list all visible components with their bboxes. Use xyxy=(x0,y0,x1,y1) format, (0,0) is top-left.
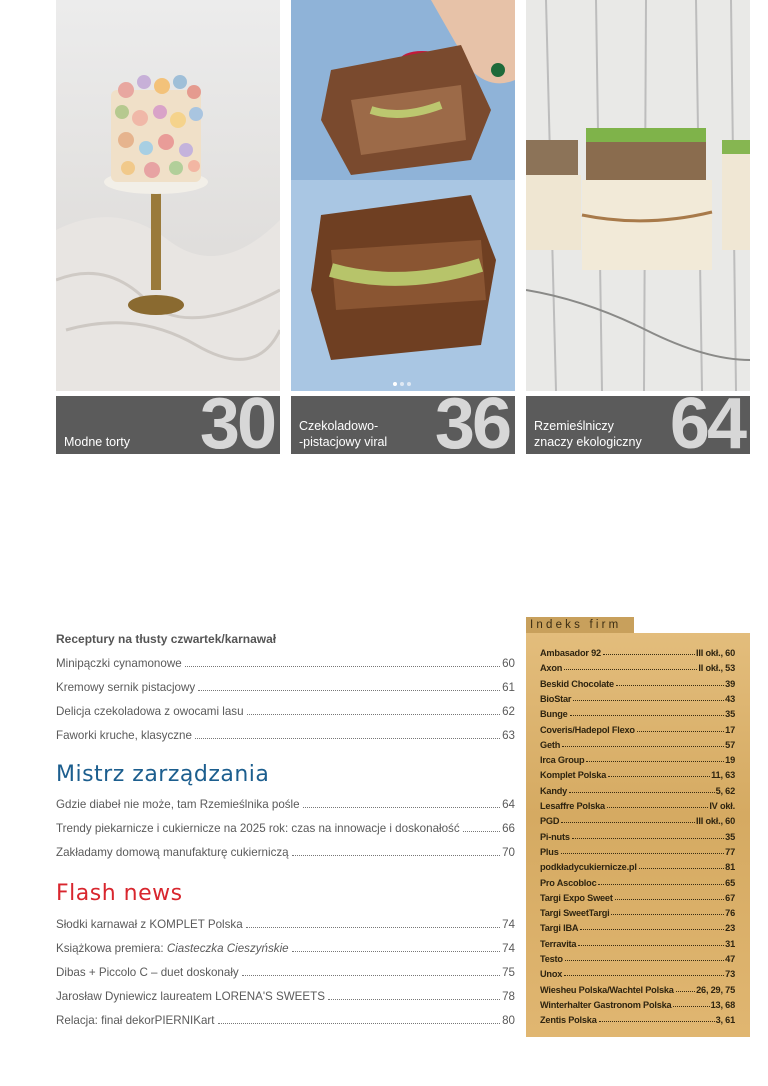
dot-leader xyxy=(599,1021,715,1022)
toc-entry-page: 63 xyxy=(502,729,515,742)
toc-entry-page: 62 xyxy=(502,705,515,718)
feature-band[interactable] xyxy=(526,396,750,454)
feature-caption: Czekoladowo- -pistacjowy viral xyxy=(299,419,388,449)
dot-leader xyxy=(616,685,724,686)
company-name: Axon xyxy=(540,663,563,674)
toc-entry[interactable] xyxy=(56,939,515,955)
company-index-entry[interactable] xyxy=(540,918,735,933)
dot-leader xyxy=(639,868,724,869)
company-name: Testo xyxy=(540,954,563,964)
dot-leader xyxy=(570,715,725,716)
company-name: Pi-nuts xyxy=(540,831,570,842)
company-name: Komplet Polska xyxy=(540,770,607,781)
company-name: Bunge xyxy=(540,709,568,720)
company-index-entry[interactable] xyxy=(540,689,735,704)
company-index-entry[interactable] xyxy=(540,995,735,1010)
toc-entry-page: 61 xyxy=(502,681,515,694)
sandwich-illustration xyxy=(526,0,750,391)
dot-leader xyxy=(562,746,724,747)
company-name: Beskid Chocolate xyxy=(540,678,614,689)
company-page: III okł., 60 xyxy=(696,816,735,827)
dot-leader xyxy=(578,945,724,946)
company-index-entry[interactable] xyxy=(540,704,735,719)
company-name: BioStar xyxy=(540,693,572,704)
toc-entry-title: Zakładamy domową manufakturę cukierniczą xyxy=(56,846,289,859)
company-index-entry[interactable] xyxy=(540,658,735,673)
toc-entry-title: Relacja: finał dekorPIERNIKart xyxy=(56,1014,215,1027)
company-name: PGD xyxy=(540,816,560,827)
dot-leader xyxy=(586,761,724,762)
company-index-entry[interactable] xyxy=(540,873,735,888)
feature-page-number: 36 xyxy=(434,396,509,454)
toc-entry-title: Kremowy sernik pistacjowy xyxy=(56,681,196,694)
company-index-entry[interactable] xyxy=(540,796,735,811)
toc-entry[interactable] xyxy=(56,915,515,931)
toc-entry[interactable] xyxy=(56,963,515,979)
company-page: II okł., 53 xyxy=(698,663,735,674)
toc-entry-page: 80 xyxy=(502,1014,515,1027)
cake-photo xyxy=(56,0,280,391)
toc-entry-title: Trendy piekarnicze i cukiernicze na 2025 rok: czas na innowacje i doskonałość xyxy=(56,822,460,835)
section-heading-management: Mistrz zarządzania xyxy=(56,762,270,787)
company-page: 81 xyxy=(725,862,735,873)
company-page: 13, 68 xyxy=(710,999,735,1010)
company-page: 35 xyxy=(725,831,735,842)
company-name: Unox xyxy=(540,969,563,980)
chocolate-illustration xyxy=(291,0,515,391)
dot-leader xyxy=(569,792,714,793)
company-page: 26, 29, 75 xyxy=(696,984,735,995)
sandwich-photo xyxy=(526,0,750,391)
company-index-entry[interactable] xyxy=(540,781,735,796)
company-name: Kandy xyxy=(540,785,568,796)
company-index-entry[interactable] xyxy=(540,735,735,750)
feature-caption: Modne torty xyxy=(64,435,131,449)
company-page: 77 xyxy=(725,846,735,857)
company-page: 39 xyxy=(725,678,735,689)
toc-entry-title: Gdzie diabeł nie może, tam Rzemieślnika pośle xyxy=(56,798,300,811)
company-index-entry[interactable] xyxy=(540,903,735,918)
company-index-entry[interactable] xyxy=(540,811,735,826)
toc-entry-page: 74 xyxy=(502,942,515,955)
dot-leader xyxy=(615,899,724,900)
company-index-entry[interactable] xyxy=(540,934,735,949)
toc-entry[interactable] xyxy=(56,702,515,718)
company-index-entry[interactable] xyxy=(540,964,735,979)
company-index-entry[interactable] xyxy=(540,827,735,842)
company-page: 73 xyxy=(725,969,735,980)
recipes-heading: Receptury na tłusty czwartek/karnawał xyxy=(56,632,277,646)
toc-entry[interactable] xyxy=(56,819,515,835)
dot-leader xyxy=(676,991,695,992)
dot-leader xyxy=(598,884,724,885)
company-index-heading: Indeks firm xyxy=(526,617,634,633)
company-page: IV okł. xyxy=(709,801,735,811)
company-index-entry[interactable] xyxy=(540,949,735,964)
feature-page-number: 30 xyxy=(199,396,274,454)
company-index-entry[interactable] xyxy=(540,1010,735,1025)
toc-entry-page: 60 xyxy=(502,657,515,670)
company-page: III okł., 60 xyxy=(696,648,735,658)
company-page: 67 xyxy=(725,892,735,903)
company-name: Lesaffre Polska xyxy=(540,801,605,811)
dot-leader xyxy=(564,975,724,976)
company-page: 76 xyxy=(725,908,735,919)
company-name: Targi SweetTargi xyxy=(540,908,610,919)
dot-leader xyxy=(561,853,725,854)
toc-entry-page: 70 xyxy=(502,846,515,859)
toc-entry[interactable] xyxy=(56,795,515,811)
toc-entry-page: 78 xyxy=(502,990,515,1003)
dot-leader xyxy=(607,807,708,808)
dot-leader xyxy=(573,700,724,701)
company-name: Wiesheu Polska/Wachtel Polska xyxy=(540,984,674,995)
toc-entry[interactable] xyxy=(56,987,515,1003)
toc-entry-page: 74 xyxy=(502,918,515,931)
toc-entry[interactable] xyxy=(56,654,515,670)
dot-leader xyxy=(608,776,710,777)
company-name: Winterhalter Gastronom Polska xyxy=(540,999,672,1010)
toc-entry-title xyxy=(56,942,289,955)
toc-entry-page: 66 xyxy=(502,822,515,835)
section-heading-flash-news: Flash news xyxy=(56,881,183,906)
company-page: 35 xyxy=(725,709,735,720)
dot-leader xyxy=(673,1006,709,1007)
dot-leader xyxy=(565,960,724,961)
toc-entry-title: Dibas + Piccolo C – duet doskonały xyxy=(56,966,239,979)
dot-leader xyxy=(611,914,724,915)
feature-band[interactable] xyxy=(56,396,280,454)
company-page: 47 xyxy=(725,954,735,964)
feature-band[interactable] xyxy=(291,396,515,454)
dot-leader xyxy=(637,731,724,732)
dot-leader xyxy=(572,838,724,839)
company-index-entry[interactable] xyxy=(540,888,735,903)
company-page: 3, 61 xyxy=(715,1015,735,1026)
toc-entry-title: Delicja czekoladowa z owocami lasu xyxy=(56,705,244,718)
toc-entry-title: Jarosław Dyniewicz laureatem LORENA'S SWEETS xyxy=(56,990,325,1003)
toc-entry[interactable] xyxy=(56,1011,515,1027)
company-page: 11, 63 xyxy=(711,770,735,781)
company-page: 23 xyxy=(725,923,735,934)
company-page: 43 xyxy=(725,693,735,704)
company-name: podkładycukiernicze.pl xyxy=(540,862,637,873)
company-name: Irca Group xyxy=(540,755,585,766)
company-index-entry[interactable] xyxy=(540,857,735,872)
company-page: 57 xyxy=(725,739,735,750)
dot-leader xyxy=(561,822,695,823)
toc-entry-title: Faworki kruche, klasyczne xyxy=(56,729,192,742)
company-name: Terravita xyxy=(540,938,577,949)
toc-entry-title-italic: Ciasteczka Cieszyńskie xyxy=(166,942,289,955)
company-index-entry[interactable] xyxy=(540,674,735,689)
company-name: Ambasador 92 xyxy=(540,648,601,658)
company-index-entry[interactable] xyxy=(540,842,735,857)
company-name: Pro Ascobloc xyxy=(540,877,597,888)
company-index-entry[interactable] xyxy=(540,720,735,735)
company-name: Zentis Polska xyxy=(540,1015,597,1026)
company-index-entry[interactable] xyxy=(540,643,735,658)
company-page: 17 xyxy=(725,724,735,735)
toc-entry-page: 64 xyxy=(502,798,515,811)
chocolate-photo xyxy=(291,0,515,391)
dot-leader xyxy=(580,929,724,930)
company-page: 65 xyxy=(725,877,735,888)
company-page: 31 xyxy=(725,938,735,949)
company-name: Geth xyxy=(540,739,561,750)
company-index-entry[interactable] xyxy=(540,750,735,765)
company-index-entry[interactable] xyxy=(540,765,735,780)
company-name: Targi Expo Sweet xyxy=(540,892,613,903)
cake-illustration xyxy=(56,0,280,391)
company-index-entry[interactable] xyxy=(540,980,735,995)
company-name: Coveris/Hadepol Flexo xyxy=(540,724,635,735)
toc-entry-title: Minipączki cynamonowe xyxy=(56,657,182,670)
company-name: Targi IBA xyxy=(540,923,579,934)
feature-page-number: 64 xyxy=(669,396,744,454)
company-page: 5, 62 xyxy=(715,785,735,796)
toc-entry[interactable] xyxy=(56,843,515,859)
dot-leader xyxy=(603,654,695,655)
dot-leader xyxy=(564,669,697,670)
toc-entry-title-prefix: Książkowa premiera: xyxy=(56,942,167,955)
toc-entry[interactable] xyxy=(56,726,515,742)
company-page: 19 xyxy=(725,755,735,766)
toc-entry[interactable] xyxy=(56,678,515,694)
feature-caption: Rzemieślniczy znaczy ekologiczny xyxy=(534,419,642,449)
toc-entry-page: 75 xyxy=(502,966,515,979)
company-name: Plus xyxy=(540,846,559,857)
toc-entry-title: Słodki karnawał z KOMPLET Polska xyxy=(56,918,243,931)
